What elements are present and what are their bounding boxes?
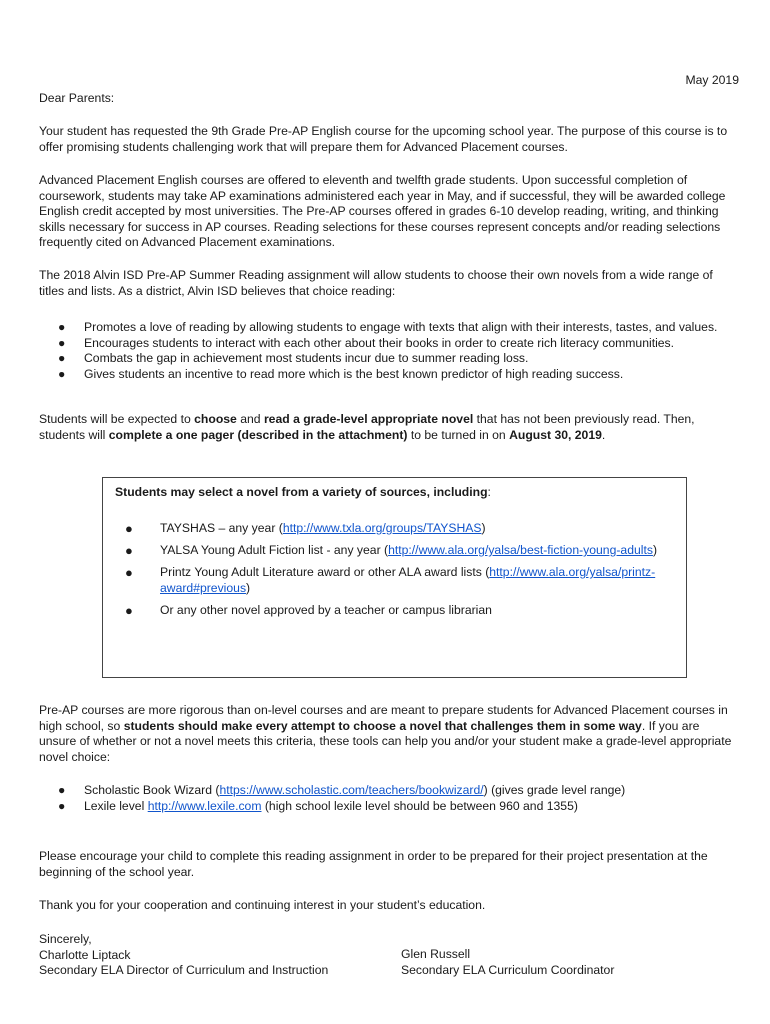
bullet-icon: ● [58, 798, 66, 813]
bullet-icon: ● [125, 521, 133, 536]
salutation: Dear Parents: [39, 91, 115, 105]
paragraph-intro: Your student has requested the 9th Grade Pre-AP English course for the upcoming school year. The purpose of this course is to offer promising students challenging work that will prepare them for Advanced Placement courses. [39, 124, 728, 154]
list-item: ● Or any other novel approved by a teacher or campus librarian [125, 602, 492, 618]
bullet-icon: ● [125, 565, 133, 581]
yalsa-link[interactable]: http://www.ala.org/yalsa/best-fiction-young-adults [388, 543, 653, 558]
list-item: ● YALSA Young Adult Fiction list - any year (http://www.ala.org/yalsa/best-fiction-young-adults) [125, 543, 658, 559]
novel-sources-list [125, 521, 680, 625]
paragraph-rigor: Pre-AP courses are more rigorous than on-level courses and are meant to prepare students for Advanced Placement courses in high school, so students should make every attempt to choose a novel that challenges them in some way. If you are unsure of whether or not a novel meets this criteria, these tools can help you and/or your student make a grade-level appropriate novel choice: [39, 703, 732, 764]
signature-block-left [39, 932, 379, 979]
paragraph-thanks: Thank you for your cooperation and continuing interest in your student’s education. [39, 898, 486, 912]
signature-block-right [401, 947, 701, 978]
letter-date: May 2019 [685, 73, 739, 87]
list-item: ● Promotes a love of reading by allowing students to engage with texts that align with their interests, tastes, and values. [58, 320, 718, 334]
paragraph-encourage: Please encourage your child to complete this reading assignment in order to be prepared for their project presentation at the beginning of the school year. [39, 849, 708, 879]
bullet-icon: ● [125, 602, 133, 618]
tools-list [58, 783, 724, 814]
bullet-icon: ● [58, 366, 66, 381]
bullet-icon: ● [58, 351, 66, 366]
signer-title: Secondary ELA Director of Curriculum and Instruction [39, 963, 329, 978]
bullet-icon: ● [58, 320, 66, 334]
signer-name: Charlotte Liptack [39, 947, 131, 962]
box-title: Students may select a novel from a variety of sources, including: [115, 485, 491, 499]
novel-sources-box [102, 477, 687, 678]
paragraph-summer-reading: The 2018 Alvin ISD Pre-AP Summer Reading assignment will allow students to choose their own novels from a wide range of titles and lists. As a district, Alvin ISD believes that choice reading: [39, 268, 713, 298]
signer-name: Glen Russell [401, 947, 471, 961]
bullet-icon: ● [58, 783, 66, 797]
list-item: ● Printz Young Adult Literature award or other ALA award lists (http://www.ala.org/yalsa/printz-award#previous) [125, 565, 656, 595]
lexile-link[interactable]: http://www.lexile.com [147, 798, 262, 813]
list-item: ● TAYSHAS – any year (http://www.txla.org/groups/TAYSHAS) [125, 521, 486, 536]
bullet-icon: ● [58, 335, 66, 350]
choice-reading-list [58, 320, 724, 382]
list-item: ● Combats the gap in achievement most students incur due to summer reading loss. [58, 351, 529, 366]
list-item: ● Scholastic Book Wizard (https://www.scholastic.com/teachers/bookwizard/) (gives grade level range) [58, 783, 626, 797]
list-item: ● Gives students an incentive to read more which is the best known predictor of high reading success. [58, 366, 624, 381]
paragraph-expectations: Students will be expected to choose and read a grade-level appropriate novel that has not been previously read. Then, students will complete a one pager (described in the attachment) to be turned in on August 30, 2019. [39, 412, 695, 442]
paragraph-ap-courses: Advanced Placement English courses are offered to eleventh and twelfth grade students. Upon successful completion of coursework, students may take AP examinations administered each year in May, and if successful, they will be awarded college English credit accepted by most universities. The Pre-AP courses offered in grades 6-10 develop reading, writing, and thinking skills necessary for success in AP courses. Reading selections for these courses represent concepts and/or reading selections frequently cited on Advanced Placement examinations. [39, 173, 726, 250]
closing: Sincerely, [39, 932, 92, 946]
signer-title: Secondary ELA Curriculum Coordinator [401, 962, 615, 977]
list-item: ● Encourages students to interact with each other about their books in order to create rich literacy communities. [58, 335, 675, 350]
list-item: ● Lexile level http://www.lexile.com (high school lexile level should be between 960 and 1355) [58, 798, 578, 813]
printz-link[interactable]: http://www.ala.org/yalsa/printz-award#previous [160, 565, 656, 595]
bullet-icon: ● [125, 543, 133, 559]
tayshas-link[interactable]: http://www.txla.org/groups/TAYSHAS [282, 521, 482, 535]
scholastic-link[interactable]: https://www.scholastic.com/teachers/bookwizard/ [219, 783, 484, 797]
